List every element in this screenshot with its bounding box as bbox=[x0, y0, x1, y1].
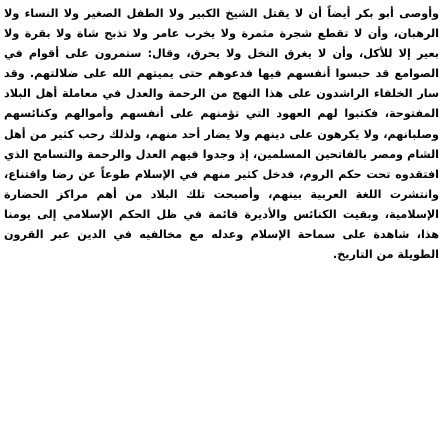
body-paragraph: وأوصى أبو بكر أيضاً أن لا يقتل الشيخ الكبير ولا الطفل الصغير ولا النساء ولا الرهبان، وأن لا تقطع شجرة مثمرة ولا يخرب عامر ولا تذبح شاة ولا بقرة ولا بعير إلا للأكل، وأن لا يغرق النخل ولا يحرق، وقال: ستمرون على أقوام في الصوامع قد حبسوا أنفسهم فيها فدعوهم حتى يميتهم الله على ضلالتهم. وقد سار الخلفاء الراشدون على هذا النهج من الرحمة والعدل في معاملة أهل البلاد المفتوحة، فكتبوا لهم العهود التي تؤمنهم على أنفسهم وأموالهم وكنائسهم وصلبانهم، ولا يكرهون على دينهم ولا يضار أحد منهم، ولذلك رحب كثير من أهل الشام ومصر بالفاتحين المسلمين، إذ وجدوا فيهم العدل والرحمة والتسامح الذي افتقدوه تحت حكم الروم، فدخل كثير منهم في الإسلام طوعاً عن رضا واقتناع، وانتشرت اللغة العربية بينهم، وأصبحت تلك البلاد من أهم مراكز الحضارة الإسلامية، وبقيت الكنائس والأديرة قائمة في ظل الحكم الإسلامي إلى يومنا هذا، شاهدة على سماحة الإسلام وعدله مع مخالفيه في الدين عبر القرون الطويلة من التاريخ. bbox=[4, 7, 439, 262]
